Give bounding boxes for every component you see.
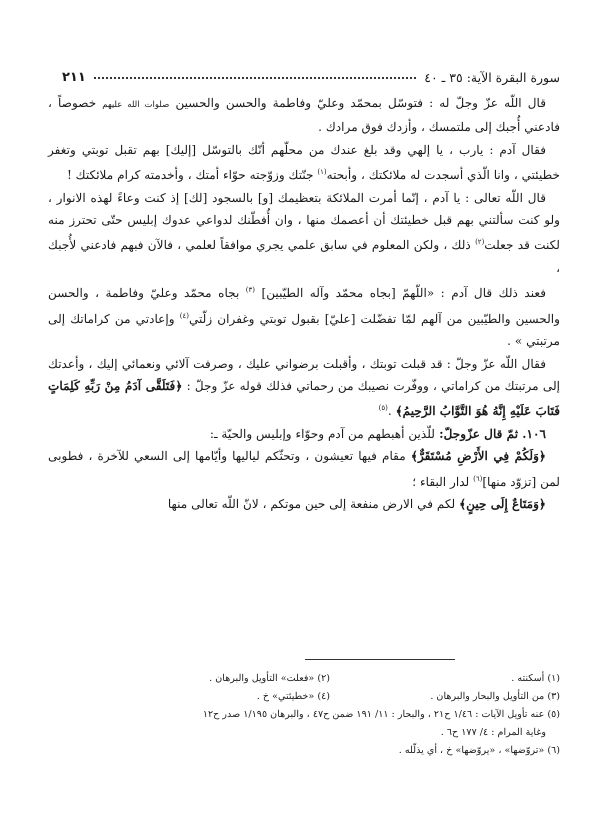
text-run: لدار البقاء ؛ bbox=[412, 474, 474, 489]
honorific: صلوات الله عليهم bbox=[102, 100, 170, 110]
footnote-row bbox=[60, 688, 560, 706]
text-run: مقام فيها تعيشون ، وتحثّكم لياليها وأيّامها إلى السعي للآخرة ، فطوبى لمن [تزوّد منها] bbox=[48, 449, 560, 489]
footnote-separator bbox=[305, 659, 455, 660]
body-text bbox=[48, 92, 560, 516]
footnote-marker: (٥) bbox=[378, 404, 388, 413]
quran-verse: ﴿فَتَلَقَّى آدَمُ مِنْ رَبِّهِ كَلِمَاتٍ فَتَابَ عَلَيْهِ إِنَّهُ هُوَ التَّوَّابُ الرَّحِيمُ﴾ bbox=[48, 379, 560, 419]
footnote-marker: (١) bbox=[317, 168, 327, 177]
paragraph bbox=[48, 493, 560, 515]
running-header bbox=[62, 68, 560, 86]
footnote-3: (٣) من التأويل والبحار والبرهان . bbox=[430, 691, 560, 702]
page-number: ٢١١ bbox=[62, 69, 86, 85]
text-run: قال اللّه عزّ وجلّ له : فتوسّل بمحمّد وعليّ وفاطمة والحسن والحسين bbox=[169, 96, 546, 110]
text-run: . bbox=[387, 404, 396, 419]
paragraph bbox=[48, 279, 560, 352]
footnote-marker: (٦) bbox=[473, 474, 483, 483]
header-dotted-rule bbox=[94, 77, 416, 79]
footnote-5: (٥) عنه تأويل الآيات : ١/٤٦ ح٢١ ، والبحار : ١١/ ١٩١ ضمن ح٤٧ ، والبرهان ١/١٩٥ صدر ح١٢ bbox=[202, 709, 560, 720]
text-run: للّذين أهبطهم من آدم وحوّاء وإبليس والحيّة ـ: bbox=[209, 426, 435, 441]
quran-verse: ﴿وَمَتَاعٌ إِلَى حِينٍ﴾ bbox=[459, 497, 546, 512]
footnote-5-continued: وغاية المرام : ٤/ ١٧٧ ح٦ . bbox=[440, 727, 546, 738]
paragraph bbox=[48, 423, 560, 445]
section-heading: ١٠٦. ثمّ قال عزّوجلّ: bbox=[434, 426, 546, 441]
text-run: فقال آدم : يارب ، يا إلهي وقد بلغ عندك من محلّهم أنّك بالتوسّل [إليك] بهم تقبل توبتي وتغفر خطيئتي ، وانا الّذي أسجدت له ملائكتك ، وأبحته bbox=[48, 142, 560, 183]
text-run: ذلك ، ولكن المعلوم في سابق علمي يجري موافقاً لعلمي ، فالآن فبهم فادعني لأُجبك ، bbox=[48, 238, 560, 275]
footnote-1: (١) أسكنته . bbox=[511, 673, 560, 684]
footnote-marker: (٤) bbox=[179, 311, 189, 320]
text-run: وإعادتي من كراماتك إلى مرتبتي » . bbox=[48, 311, 560, 349]
text-run: قال اللّه تعالى : يا آدم ، إنّما أمرت الملائكة بتعظيمك [و] بالسجود [لك] إذ كنت وعاءً لهذه الانوار ، ولو كنت سألتني بهم قبل خطيئتك أن أعصمك منها ، وان أُفطّنك لدواعي عدوك إبليس حتّى تحترز منه لكنت قد جعلت bbox=[48, 190, 560, 253]
text-run: بجاه محمّد وعليّ وفاطمة ، والحسن والحسين والطيّبين من آلهم لمّا تفضّلت [عليّ] بقبول توبتي وغفران زلّتي bbox=[48, 286, 560, 326]
footnote-row bbox=[60, 670, 560, 688]
footnotes bbox=[60, 670, 560, 760]
paragraph bbox=[48, 92, 560, 139]
text-run: فعند ذلك قال آدم : «اللّهمّ [بجاه محمّد وآله الطيّبين] bbox=[255, 286, 546, 301]
footnote-marker: (٢) bbox=[475, 238, 485, 247]
quran-verse: ﴿وَلَكُمْ فِي الأَرْضِ مُسْتَقَرٌّ﴾ bbox=[410, 449, 547, 464]
paragraph bbox=[48, 139, 560, 187]
paragraph bbox=[48, 187, 560, 280]
paragraph bbox=[48, 445, 560, 493]
text-run: جنّتك وزوّجته حوّاء أمتك ، وأخدمته كرام ملائكتك ! bbox=[66, 168, 318, 183]
footnote-4: (٤) «خطيئتي» خ . bbox=[256, 691, 330, 702]
text-run: لكم في الارض منفعة إلى حين موتكم ، لانّ اللّه تعالى منها bbox=[167, 497, 460, 512]
text-run: فقال اللّه عزّ وجلّ : قد قبلت توبتك ، وأقبلت برضواني عليك ، وصرفت آلائي ونعمائي إليك ، وأعدتك إلى مرتبتك من كراماتي ، ووفّرت نصيبك من رحماتي فذلك قوله عزّ وجلّ : bbox=[48, 356, 560, 393]
paragraph bbox=[48, 353, 560, 423]
footnote-6: (٦) «تروّضها» ، «يروّضها» خ ، أي يذلّله . bbox=[398, 745, 560, 756]
text-run: خصوصاً ، فادعني أُجبك إلى ملتمسك ، وأزدك فوق مرادك . bbox=[48, 96, 560, 135]
footnote-marker: (٣) bbox=[245, 286, 256, 295]
footnote-2: (٢) «فعلت» التأويل والبرهان . bbox=[209, 673, 330, 684]
running-title: سورة البقرة الآية: ٣٥ ـ ٤٠ bbox=[424, 69, 560, 85]
